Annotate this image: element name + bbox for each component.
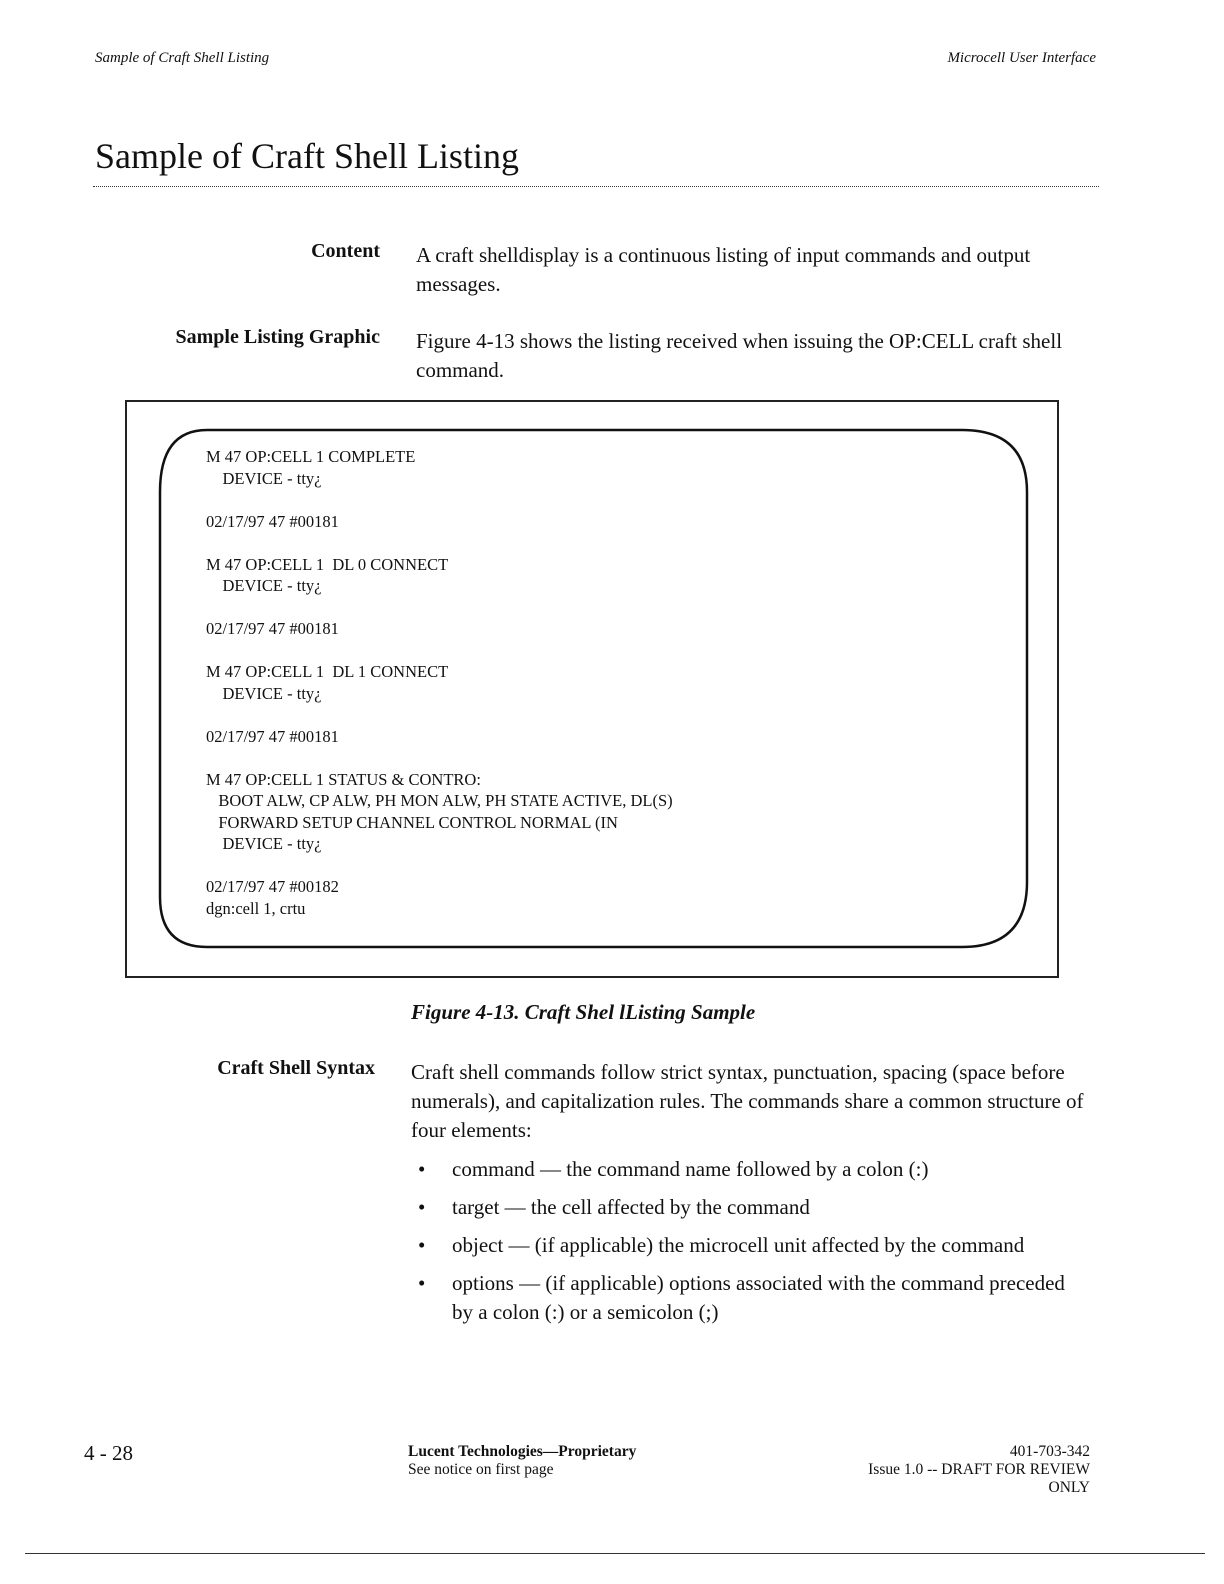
listing-line: 02/17/97 47 #00181 — [206, 511, 339, 531]
listing-blank-line — [206, 597, 673, 619]
figure-caption: Figure 4-13. Craft Shel lListing Sample — [411, 1000, 756, 1024]
listing-line: M 47 OP:CELL 1 DL 1 CONNECT — [206, 662, 449, 681]
shell-listing — [206, 446, 673, 919]
running-header-right: Microcell User Interface — [947, 50, 1096, 66]
bullet-icon: • — [418, 1195, 426, 1219]
listing-line: DEVICE - tty¿ — [206, 468, 322, 488]
listing-blank-line — [206, 489, 673, 511]
page-title: Sample of Craft Shell Listing — [95, 136, 519, 176]
syntax-element-text: object — (if applicable) the microcell unit affected by the command — [452, 1233, 1025, 1257]
listing-blank-line — [206, 747, 673, 769]
running-header-left: Sample of Craft Shell Listing — [95, 50, 270, 66]
listing-line: FORWARD SETUP CHANNEL CONTROL NORMAL (IN — [206, 812, 618, 832]
footer-notice: See notice on first page — [408, 1461, 554, 1478]
syntax-element-item — [418, 1269, 1078, 1327]
listing-line: M 47 OP:CELL 1 DL 0 CONNECT — [206, 554, 449, 574]
listing-line: 02/17/97 47 #00181 — [206, 619, 339, 638]
section-text-graphic: Figure 4-13 shows the listing received when issuing the OP:CELL craft shell command. — [416, 329, 1063, 382]
footer-divider — [25, 1553, 1205, 1554]
footer-doc-number: 401-703-342 — [1009, 1443, 1090, 1460]
listing-line: 02/17/97 47 #00182 — [206, 877, 339, 896]
footer-issue: Issue 1.0 -- DRAFT FOR REVIEW — [868, 1461, 1090, 1478]
page-number: 4 - 28 — [84, 1441, 133, 1465]
listing-line: BOOT ALW, CP ALW, PH MON ALW, PH STATE ACTIVE, DL(S) — [206, 791, 673, 810]
syntax-element-item — [418, 1193, 1078, 1222]
section-text-content: A craft shelldisplay is a continuous listing of input commands and output messages. — [416, 243, 1031, 296]
footer-proprietary: Lucent Technologies—Proprietary — [408, 1443, 637, 1460]
listing-line: M 47 OP:CELL 1 COMPLETE — [206, 447, 416, 466]
section-label-syntax: Craft Shell Syntax — [217, 1057, 375, 1079]
listing-blank-line — [206, 532, 673, 554]
listing-line: 02/17/97 47 #00181 — [206, 726, 339, 746]
listing-blank-line — [206, 640, 673, 662]
listing-blank-line — [206, 704, 673, 726]
footer-center — [408, 1443, 636, 1479]
syntax-element-text: command — the command name followed by a colon (:) — [452, 1157, 929, 1181]
section-text-syntax: Craft shell commands follow strict syntax, punctuation, spacing (space before numerals), and capitalization rules. The commands share a common structure of four elements: — [411, 1060, 1084, 1142]
section-label-graphic: Sample Listing Graphic — [175, 326, 380, 348]
listing-line: dgn:cell 1, crtu — [206, 898, 306, 918]
syntax-element-item — [418, 1231, 1078, 1260]
section-label-content: Content — [311, 240, 380, 262]
syntax-element-text: options — (if applicable) options associated with the command preceded by a colon (:) or a semicolon (;) — [452, 1271, 1065, 1324]
syntax-element-text: target — the cell affected by the command — [452, 1195, 810, 1219]
bullet-icon: • — [418, 1157, 426, 1181]
footer-right — [770, 1443, 1090, 1497]
title-divider — [93, 186, 1099, 187]
bullet-icon: • — [418, 1233, 426, 1257]
syntax-element-list — [418, 1155, 1078, 1336]
syntax-element-item — [418, 1155, 1078, 1184]
listing-line: DEVICE - tty¿ — [206, 683, 322, 703]
listing-blank-line — [206, 855, 673, 877]
listing-line: DEVICE - tty¿ — [206, 576, 322, 595]
figure-frame — [125, 400, 1059, 978]
listing-line: M 47 OP:CELL 1 STATUS & CONTRO: — [206, 769, 481, 789]
bullet-icon: • — [418, 1271, 426, 1295]
footer-issue-cont: ONLY — [1048, 1479, 1090, 1496]
listing-line: DEVICE - tty¿ — [206, 834, 322, 853]
